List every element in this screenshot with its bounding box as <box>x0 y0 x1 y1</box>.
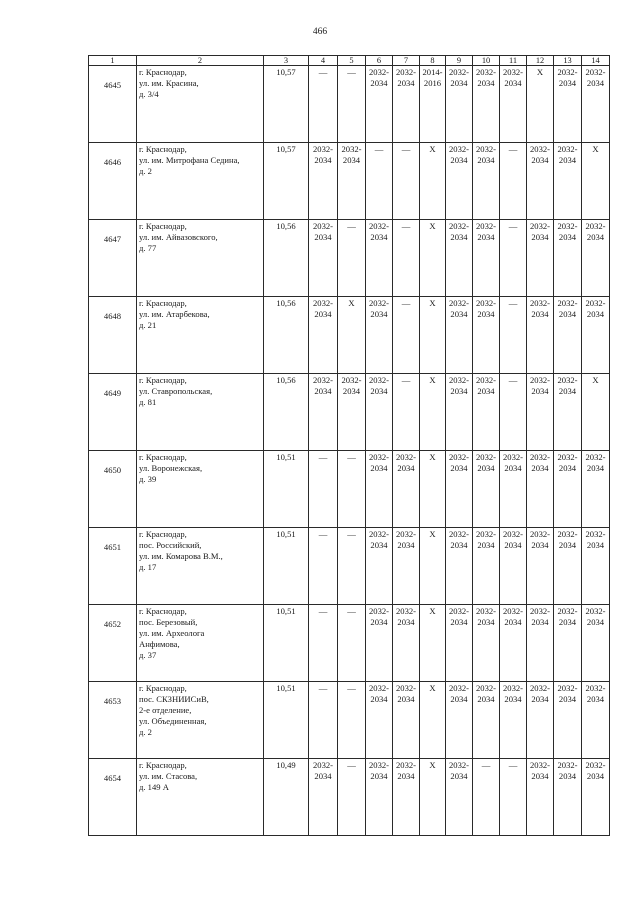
period-cell: 2032- 2034 <box>309 297 338 374</box>
period-cell: 2032- 2034 <box>446 297 473 374</box>
period-cell: — <box>338 66 366 143</box>
period-cell: 2032- 2034 <box>446 528 473 605</box>
period-cell: 2032- 2034 <box>366 605 393 682</box>
period-cell: 2032- 2034 <box>309 759 338 836</box>
period-cell: 2032- 2034 <box>582 682 610 759</box>
period-cell: 2032- 2034 <box>500 451 527 528</box>
page-number: 466 <box>312 27 328 37</box>
period-cell: 2032- 2034 <box>527 682 554 759</box>
row-number-cell: 4651 <box>89 528 137 605</box>
period-cell: 2032- 2034 <box>582 605 610 682</box>
column-header-14: 14 <box>582 56 610 66</box>
period-cell: 2032- 2034 <box>473 528 500 605</box>
period-cell: — <box>309 66 338 143</box>
period-cell: — <box>338 220 366 297</box>
value-cell: 10,51 <box>264 682 309 759</box>
period-cell: 2032- 2034 <box>446 682 473 759</box>
period-cell: 2032- 2034 <box>446 374 473 451</box>
address-cell: г. Краснодар, пос. СКЗНИИСиВ, 2-е отделение, ул. Объединенная, д. 2 <box>137 682 264 759</box>
period-cell: 2032- 2034 <box>393 682 420 759</box>
period-cell: 2032- 2034 <box>473 374 500 451</box>
period-cell: — <box>500 297 527 374</box>
period-cell: 2032- 2034 <box>527 297 554 374</box>
period-cell: 2032- 2034 <box>446 759 473 836</box>
period-cell: — <box>393 297 420 374</box>
row-number-cell: 4648 <box>89 297 137 374</box>
value-cell: 10,56 <box>264 297 309 374</box>
period-cell: 2032- 2034 <box>446 451 473 528</box>
period-cell: 2032- 2034 <box>500 605 527 682</box>
table-row <box>89 297 610 374</box>
period-cell: 2032- 2034 <box>366 297 393 374</box>
table-row <box>89 220 610 297</box>
period-cell: — <box>393 374 420 451</box>
period-cell: 2032- 2034 <box>582 451 610 528</box>
period-cell: — <box>393 220 420 297</box>
period-cell: 2032- 2034 <box>527 528 554 605</box>
value-cell: 10,57 <box>264 66 309 143</box>
period-cell: — <box>500 143 527 220</box>
period-cell: 2032- 2034 <box>473 451 500 528</box>
period-cell: 2032- 2034 <box>446 66 473 143</box>
period-cell: 2032- 2034 <box>366 528 393 605</box>
period-cell: 2032- 2034 <box>554 297 582 374</box>
address-cell: г. Краснодар, ул. Ставропольская, д. 81 <box>137 374 264 451</box>
period-cell: — <box>393 143 420 220</box>
period-cell: 2032- 2034 <box>309 374 338 451</box>
period-cell: — <box>338 451 366 528</box>
row-number-cell: 4654 <box>89 759 137 836</box>
period-cell: — <box>338 759 366 836</box>
period-cell: 2032- 2034 <box>554 220 582 297</box>
period-cell: 2032- 2034 <box>527 220 554 297</box>
period-cell: 2032- 2034 <box>446 605 473 682</box>
period-cell: — <box>500 374 527 451</box>
value-cell: 10,51 <box>264 605 309 682</box>
period-cell: — <box>338 605 366 682</box>
period-cell: 2032- 2034 <box>309 143 338 220</box>
period-cell: X <box>420 759 446 836</box>
value-cell: 10,49 <box>264 759 309 836</box>
period-cell: 2032- 2034 <box>554 143 582 220</box>
value-cell: 10,51 <box>264 451 309 528</box>
address-cell: г. Краснодар, пос. Березовый, ул. им. Археолога Анфимова, д. 37 <box>137 605 264 682</box>
period-cell: X <box>420 605 446 682</box>
table-row <box>89 451 610 528</box>
period-cell: X <box>420 374 446 451</box>
period-cell: 2032- 2034 <box>500 528 527 605</box>
row-number-cell: 4650 <box>89 451 137 528</box>
period-cell: — <box>309 605 338 682</box>
value-cell: 10,56 <box>264 374 309 451</box>
period-cell: 2032- 2034 <box>366 682 393 759</box>
period-cell: X <box>527 66 554 143</box>
column-header-9: 9 <box>446 56 473 66</box>
column-header-1: 1 <box>89 56 137 66</box>
period-cell: 2032- 2034 <box>473 297 500 374</box>
row-number-cell: 4647 <box>89 220 137 297</box>
period-cell: 2032- 2034 <box>582 528 610 605</box>
period-cell: 2032- 2034 <box>473 220 500 297</box>
period-cell: 2032- 2034 <box>527 374 554 451</box>
period-cell: X <box>420 220 446 297</box>
address-cell: г. Краснодар, пос. Российский, ул. им. Комарова В.М., д. 17 <box>137 528 264 605</box>
column-header-11: 11 <box>500 56 527 66</box>
address-cell: г. Краснодар, ул. Воронежская, д. 39 <box>137 451 264 528</box>
column-number-row <box>89 56 610 66</box>
period-cell: 2032- 2034 <box>582 220 610 297</box>
table-body <box>89 66 610 836</box>
period-cell: 2014- 2016 <box>420 66 446 143</box>
table-row <box>89 66 610 143</box>
value-cell: 10,51 <box>264 528 309 605</box>
row-number-cell: 4645 <box>89 66 137 143</box>
period-cell: 2032- 2034 <box>473 682 500 759</box>
table-header <box>89 56 610 66</box>
value-cell: 10,56 <box>264 220 309 297</box>
row-number-cell: 4653 <box>89 682 137 759</box>
period-cell: 2032- 2034 <box>366 66 393 143</box>
period-cell: — <box>309 682 338 759</box>
period-cell: 2032- 2034 <box>338 143 366 220</box>
table-row <box>89 528 610 605</box>
period-cell: X <box>420 682 446 759</box>
period-cell: 2032- 2034 <box>366 759 393 836</box>
column-header-5: 5 <box>338 56 366 66</box>
period-cell: 2032- 2034 <box>527 143 554 220</box>
table-row <box>89 374 610 451</box>
row-number-cell: 4646 <box>89 143 137 220</box>
period-cell: 2032- 2034 <box>582 66 610 143</box>
column-header-13: 13 <box>554 56 582 66</box>
period-cell: 2032- 2034 <box>473 66 500 143</box>
period-cell: 2032- 2034 <box>366 451 393 528</box>
period-cell: 2032- 2034 <box>338 374 366 451</box>
period-cell: 2032- 2034 <box>582 759 610 836</box>
period-cell: — <box>309 451 338 528</box>
period-cell: 2032- 2034 <box>366 220 393 297</box>
period-cell: 2032- 2034 <box>500 66 527 143</box>
address-cell: г. Краснодар, ул. им. Стасова, д. 149 А <box>137 759 264 836</box>
housing-registry-table <box>88 55 610 836</box>
column-header-7: 7 <box>393 56 420 66</box>
period-cell: 2032- 2034 <box>527 605 554 682</box>
period-cell: X <box>420 297 446 374</box>
period-cell: 2032- 2034 <box>554 451 582 528</box>
value-cell: 10,57 <box>264 143 309 220</box>
table-row <box>89 759 610 836</box>
period-cell: X <box>420 143 446 220</box>
period-cell: 2032- 2034 <box>393 759 420 836</box>
period-cell: — <box>500 759 527 836</box>
period-cell: — <box>473 759 500 836</box>
period-cell: 2032- 2034 <box>554 528 582 605</box>
column-header-2: 2 <box>137 56 264 66</box>
period-cell: 2032- 2034 <box>554 66 582 143</box>
period-cell: — <box>338 528 366 605</box>
column-header-6: 6 <box>366 56 393 66</box>
period-cell: 2032- 2034 <box>393 605 420 682</box>
period-cell: 2032- 2034 <box>309 220 338 297</box>
period-cell: 2032- 2034 <box>473 605 500 682</box>
table-row <box>89 605 610 682</box>
period-cell: — <box>338 682 366 759</box>
period-cell: X <box>338 297 366 374</box>
address-cell: г. Краснодар, ул. им. Красина, д. 3/4 <box>137 66 264 143</box>
column-header-4: 4 <box>309 56 338 66</box>
period-cell: — <box>500 220 527 297</box>
period-cell: 2032- 2034 <box>473 143 500 220</box>
period-cell: X <box>582 374 610 451</box>
period-cell: 2032- 2034 <box>554 759 582 836</box>
period-cell: X <box>582 143 610 220</box>
period-cell: 2032- 2034 <box>393 66 420 143</box>
period-cell: 2032- 2034 <box>582 297 610 374</box>
row-number-cell: 4649 <box>89 374 137 451</box>
period-cell: X <box>420 528 446 605</box>
period-cell: — <box>366 143 393 220</box>
period-cell: 2032- 2034 <box>527 451 554 528</box>
column-header-3: 3 <box>264 56 309 66</box>
period-cell: 2032- 2034 <box>366 374 393 451</box>
period-cell: X <box>420 451 446 528</box>
column-header-12: 12 <box>527 56 554 66</box>
period-cell: 2032- 2034 <box>554 374 582 451</box>
period-cell: 2032- 2034 <box>393 528 420 605</box>
period-cell: 2032- 2034 <box>446 220 473 297</box>
period-cell: 2032- 2034 <box>500 682 527 759</box>
period-cell: 2032- 2034 <box>527 759 554 836</box>
column-header-10: 10 <box>473 56 500 66</box>
period-cell: — <box>309 528 338 605</box>
period-cell: 2032- 2034 <box>393 451 420 528</box>
period-cell: 2032- 2034 <box>554 682 582 759</box>
table-row <box>89 143 610 220</box>
address-cell: г. Краснодар, ул. им. Атарбекова, д. 21 <box>137 297 264 374</box>
column-header-8: 8 <box>420 56 446 66</box>
address-cell: г. Краснодар, ул. им. Айвазовского, д. 77 <box>137 220 264 297</box>
address-cell: г. Краснодар, ул. им. Митрофана Седина, д. 2 <box>137 143 264 220</box>
period-cell: 2032- 2034 <box>554 605 582 682</box>
row-number-cell: 4652 <box>89 605 137 682</box>
table-row <box>89 682 610 759</box>
period-cell: 2032- 2034 <box>446 143 473 220</box>
